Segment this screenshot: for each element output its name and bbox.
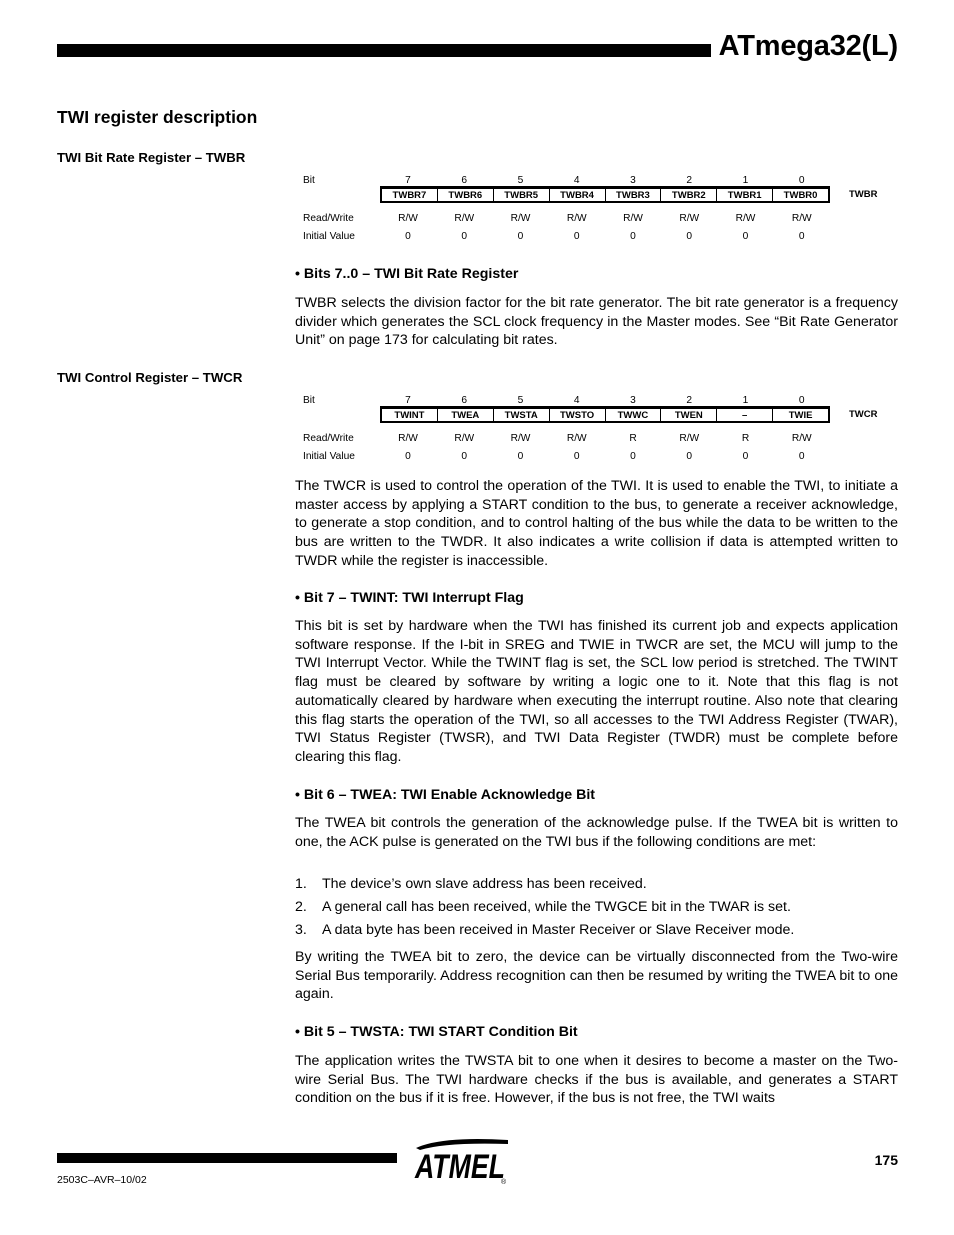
initial-value: 0 bbox=[742, 231, 749, 242]
document-title: ATmega32(L) bbox=[718, 30, 898, 62]
register-field: TWBR5 bbox=[493, 189, 549, 201]
read-write-label: Read/Write bbox=[303, 433, 354, 444]
read-write-value: R/W bbox=[454, 433, 475, 444]
bit-label: Bit bbox=[303, 175, 315, 186]
bit5-description: The application writes the TWSTA bit to one when it desires to become a master on the Two-wire Serial Bus. The TWI hardware checks if the bus is available, and generates a START condition on the bus if it is free. However, if the bus is not free, the TWI waits bbox=[295, 1053, 898, 1107]
read-write-value: R bbox=[629, 433, 637, 444]
register-field: TWINT bbox=[394, 410, 425, 421]
bit-number: 0 bbox=[798, 175, 805, 186]
list-text: A data byte has been received in Master Receiver or Slave Receiver mode. bbox=[322, 922, 795, 938]
initial-value-label: Initial Value bbox=[303, 451, 355, 462]
list-number: 2. bbox=[295, 899, 307, 915]
bit-number: 6 bbox=[461, 175, 468, 186]
twcr-register-table bbox=[303, 395, 903, 469]
initial-value: 0 bbox=[573, 231, 580, 242]
initial-value: 0 bbox=[573, 451, 580, 462]
read-write-value: R/W bbox=[566, 213, 587, 224]
initial-value: 0 bbox=[742, 451, 749, 462]
bit-number: 1 bbox=[742, 395, 749, 406]
bit5-heading: • Bit 5 – TWSTA: TWI START Condition Bit bbox=[295, 1024, 578, 1040]
twcr-description: The TWCR is used to control the operation of the TWI. It is used to enable the TWI, to initiate a master access by applying a START condition to the bus, to generate a receiver acknowledge, to generate a stop condition, and to control halting of the bus while the data to be written to the bus are written to the TWDR. It also indicates a write collision if data is attempted written to TWDR while the register is inaccessible. bbox=[295, 478, 898, 569]
read-write-value: R/W bbox=[679, 433, 700, 444]
register-field: – bbox=[716, 409, 772, 421]
register-field: TWEN bbox=[660, 409, 716, 421]
logo-registered-mark: ® bbox=[501, 1179, 507, 1186]
bit-number: 2 bbox=[686, 175, 693, 186]
bit7-heading: • Bit 7 – TWINT: TWI Interrupt Flag bbox=[295, 590, 524, 606]
read-write-value: R/W bbox=[791, 433, 812, 444]
read-write-value: R/W bbox=[679, 213, 700, 224]
list-number: 3. bbox=[295, 922, 307, 938]
list-text: The device’s own slave address has been received. bbox=[322, 876, 647, 892]
read-write-value: R/W bbox=[398, 213, 418, 224]
twbr-register-table bbox=[303, 175, 903, 249]
bit-number: 7 bbox=[405, 395, 411, 406]
initial-value: 0 bbox=[461, 451, 468, 462]
twbr-description: TWBR selects the division factor for the bit rate generator. The bit rate generator is a frequency divider which generates the SCL clock frequency in the Master modes. See “Bit Rate Generator Unit” on page 173 for calculating bit rates. bbox=[295, 295, 898, 349]
register-field: TWBR3 bbox=[605, 189, 661, 201]
register-field: TWEA bbox=[437, 409, 493, 421]
register-name: TWBR bbox=[849, 189, 878, 200]
initial-value: 0 bbox=[798, 451, 805, 462]
list-item bbox=[295, 921, 898, 940]
read-write-value: R/W bbox=[566, 433, 587, 444]
bit-label: Bit bbox=[303, 395, 315, 406]
initial-value: 0 bbox=[517, 231, 524, 242]
initial-value: 0 bbox=[517, 451, 524, 462]
register-field: TWWC bbox=[605, 409, 661, 421]
initial-value: 0 bbox=[405, 451, 411, 462]
register-field: TWBR0 bbox=[772, 189, 828, 201]
footer-bar bbox=[57, 1153, 397, 1163]
initial-value: 0 bbox=[630, 231, 636, 242]
initial-value: 0 bbox=[630, 451, 636, 462]
read-write-value: R/W bbox=[623, 213, 643, 224]
bit6-heading: • Bit 6 – TWEA: TWI Enable Acknowledge Bit bbox=[295, 787, 596, 803]
register-bit-fields bbox=[380, 186, 830, 203]
bit-number: 6 bbox=[461, 395, 468, 406]
register-field: TWSTA bbox=[493, 409, 549, 421]
page-number: 175 bbox=[874, 1152, 898, 1168]
bit6-description: The TWEA bit controls the generation of the acknowledge pulse. If the TWEA bit is written to one, the ACK pulse is generated on the TWI bus if the following conditions are met: bbox=[295, 815, 898, 850]
initial-value: 0 bbox=[798, 231, 805, 242]
bit-number: 1 bbox=[742, 175, 749, 186]
read-write-value: R/W bbox=[791, 213, 812, 224]
atmel-logo bbox=[412, 1136, 512, 1186]
register-field: TWBR6 bbox=[437, 189, 493, 201]
read-write-label: Read/Write bbox=[303, 213, 354, 224]
initial-value-label: Initial Value bbox=[303, 231, 355, 242]
bit-number: 5 bbox=[517, 175, 524, 186]
initial-value: 0 bbox=[461, 231, 468, 242]
bit-number: 2 bbox=[686, 395, 693, 406]
bit6-description-continued: By writing the TWEA bit to zero, the device can be virtually disconnected from the Two-wire Serial Bus temporarily. Address recognition can then be resumed by writing the TWEA bit to one again. bbox=[295, 949, 898, 1003]
bit-number: 0 bbox=[798, 395, 805, 406]
initial-value: 0 bbox=[686, 451, 693, 462]
logo-wordmark: ATMEL bbox=[414, 1148, 505, 1186]
list-item bbox=[295, 875, 898, 894]
document-number: 2503C–AVR–10/02 bbox=[57, 1174, 147, 1186]
initial-value: 0 bbox=[686, 231, 693, 242]
initial-value: 0 bbox=[405, 231, 411, 242]
register-field: TWBR1 bbox=[716, 189, 772, 201]
bit-number: 3 bbox=[630, 175, 636, 186]
bit7-description: This bit is set by hardware when the TWI has finished its current job and expects application software response. If the I-bit in SREG and TWIE in TWCR are set, the MCU will jump to the TWI Interrupt Vector. While the TWINT flag is set, the SCL low period is stretched. The TWINT flag must be cleared by software by writing a logic one to it. Note that this flag is not automatically cleared by hardware when executing the interrupt routine. Also note that clearing this flag starts the operation of the TWI, so all accesses to the TWI Address Register (TWAR), TWI Status Register (TWSR), and TWI Data Register (TWDR) must be complete before clearing this flag. bbox=[295, 618, 898, 765]
list-number: 1. bbox=[295, 876, 307, 892]
read-write-value: R/W bbox=[510, 433, 531, 444]
twbr-bits-heading: • Bits 7..0 – TWI Bit Rate Register bbox=[295, 266, 519, 282]
section-title: TWI register description bbox=[57, 107, 258, 127]
list-text: A general call has been received, while the TWGCE bit in the TWAR is set. bbox=[322, 899, 791, 915]
list-item bbox=[295, 898, 898, 917]
bit-number: 4 bbox=[573, 395, 580, 406]
register-field: TWBR7 bbox=[392, 190, 427, 201]
twbr-title: TWI Bit Rate Register – TWBR bbox=[57, 150, 246, 165]
register-field: TWBR4 bbox=[549, 189, 605, 201]
read-write-value: R bbox=[741, 433, 750, 444]
twcr-title: TWI Control Register – TWCR bbox=[57, 370, 243, 385]
bit-number: 4 bbox=[573, 175, 580, 186]
bit-number: 5 bbox=[517, 395, 524, 406]
read-write-value: R/W bbox=[510, 213, 531, 224]
header-bar bbox=[57, 44, 711, 57]
register-bit-fields bbox=[380, 406, 830, 423]
bit-number: 3 bbox=[630, 395, 636, 406]
read-write-value: R/W bbox=[398, 433, 418, 444]
register-name: TWCR bbox=[849, 409, 878, 420]
register-field: TWIE bbox=[772, 409, 828, 421]
register-field: TWSTO bbox=[549, 409, 605, 421]
read-write-value: R/W bbox=[454, 213, 475, 224]
bit-number: 7 bbox=[405, 175, 411, 186]
register-field: TWBR2 bbox=[660, 189, 716, 201]
read-write-value: R/W bbox=[735, 213, 756, 224]
